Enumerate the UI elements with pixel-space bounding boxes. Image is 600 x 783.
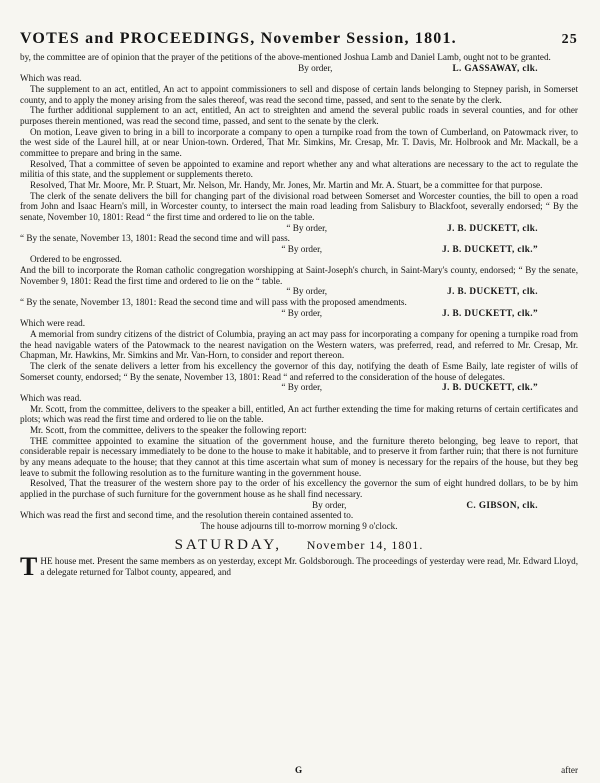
clerk-name: J. B. DUCKETT, clk.: [447, 286, 538, 297]
paragraph: “ By the senate, November 13, 1801: Read the second time and will pass.: [20, 233, 290, 244]
signature-line: [20, 244, 578, 255]
clerk-name: J. B. DUCKETT, clk.”: [442, 243, 538, 254]
by-order: “ By order,: [281, 243, 323, 254]
clerk-name: J. B. DUCKETT, clk.: [447, 222, 538, 233]
by-order: “ By order,: [281, 307, 323, 318]
paragraph: “ By the senate, November 13, 1801: Read the second time and will pass with the proposed amendments.: [20, 297, 407, 308]
paragraph: The supplement to an act, entitled, An act to appoint commissioners to sell and dispose of certain lands belonging to Stepney parish, in Somerset county, and to apply the money arising from the sales thereof, was read the second time, passed, and sent to the senate by the clerk.: [20, 83, 578, 105]
paragraph: Which was read.: [20, 73, 82, 84]
clerk-name: J. B. DUCKETT, clk.”: [442, 307, 538, 318]
drop-cap: T: [20, 552, 38, 582]
paragraph: The further additional supplement to an act, entitled, An act to streighten and amend the several public roads in several counties, and for other purposes therein mentioned, was read the second time, passed, and sent to the senate by the clerk.: [20, 105, 578, 126]
paragraph: Resolved, That Mr. Moore, Mr. P. Stuart, Mr. Nelson, Mr. Handy, Mr. Jones, Mr. Martin and Mr. A. Stuart, be a committee for that purpose.: [30, 179, 543, 190]
paragraph: Mr. Scott, from the committee, delivers to the speaker a bill, entitled, An act further extending the time for making returns of certain certificates and plots; which was read the first time and ordered to lie on the table.: [20, 403, 578, 425]
paragraph: Resolved, That the treasurer of the western shore pay to the order of his excellency the governor the sum of eight hundred dollars, to be by him applied in the purchase of such furniture for the government house as he shall find necessary.: [20, 478, 578, 499]
page-number: 25: [561, 32, 578, 47]
signature-mark: G: [295, 765, 303, 775]
by-order: “ By order,: [281, 382, 323, 393]
paragraph: THE committee appointed to examine the situation of the government house, and the furniture thereto belonging, beg leave to report, that considerable repair is necessary immediately to be done to the house to make it habitable, and to preserve it from farther ruin; that there is not furniture by any means adequate to the house; that they cannot at this time ascertain what sum of money is necessary for the repairs of the house, but they beg leave to submit the following resolution as to the furniture wanting in the government house.: [20, 435, 578, 478]
by-order: “ By order,: [286, 222, 328, 233]
paragraph: And the bill to incorporate the Roman catholic congregation worshipping at Saint-Joseph's church, in Saint-Mary's county, endorsed; “ By the senate, November 9, 1801: Read the first time and ordered to lie on the “ table.: [20, 265, 578, 286]
signature-line: [20, 308, 578, 319]
paragraph: A memorial from sundry citizens of the district of Columbia, praying an act may pass for incorporating a company for opening a turnpike road from the head navigable waters of the Patowmack to the nearest navigation on the Western waters, was preferred, read, and referred to Mr. Cresap, Mr. Chapman, Mr. Hawkins, Mr. Simkins and Mr. Van-Horn, to consider and report thereon.: [20, 329, 578, 361]
by-order: By order,: [312, 499, 347, 510]
paragraph: The clerk of the senate delivers the bill for changing part of the divisional road between Somerset and Worcester counties, the bill to open a road from John and Isaac Hearn's mill, in Worcester county, to intersect the main road leading from Salisbury to Blackfoot, severally endorsed; “ By the senate, November 10, 1801: Read “ the first time and ordered to lie on the table.: [20, 190, 578, 222]
signature-line: [20, 382, 578, 393]
paragraph: Which was read.: [20, 393, 82, 403]
by-order: “ By order,: [286, 286, 328, 297]
paragraph: Mr. Scott, from the committee, delivers to the speaker the following report:: [30, 424, 307, 435]
signature-line: [20, 63, 578, 74]
paragraph: Resolved, That a committee of seven be appointed to examine and report whether any and what alterations are necessary to the act to regulate the militia of this state, and the supplement or supplements thereto.: [20, 158, 578, 180]
body-text: [20, 52, 578, 582]
paragraph: On motion, Leave given to bring in a bill to incorporate a company to open a turnpike road from the town of Cumberland, on Patowmack river, to the west side of the Laurel hill, at or near Union-town. Ordered, That Mr. Simkins, Mr. Cresap, Mr. T. Davis, Mr. Holbrook and Mr. Mackall, be a committee to prepare and bring in the same.: [20, 126, 578, 158]
paragraph: Ordered to be engrossed.: [30, 254, 122, 265]
day-name: SATURDAY,: [174, 536, 283, 553]
day-heading: [20, 536, 578, 553]
paragraph: Which was read the first and second time, and the resolution therein contained assented to.: [20, 510, 354, 521]
by-order: By order,: [298, 62, 333, 73]
running-title: VOTES and PROCEEDINGS, November Session, 1801.: [20, 30, 457, 47]
day-date: November 14, 1801.: [306, 537, 424, 552]
catchword: after: [561, 765, 578, 775]
paragraph: Which were read.: [20, 318, 86, 329]
saturday-paragraph: [20, 552, 578, 582]
saturday-text: HE house met. Present the same members as on yesterday, except Mr. Goldsborough. The proceedings of yesterday were read, Mr. Edward Lloyd, a delegate returned for Talbot county, appeared, and: [40, 556, 578, 577]
paragraph: by, the committee are of opinion that the prayer of the petitions of the above-mentioned Joshua Lamb and Daniel Lamb, ought not to be granted.: [20, 52, 551, 62]
adjournment: The house adjourns till to-morrow morning 9 o'clock.: [200, 520, 398, 531]
clerk-name: C. GIBSON, clk.: [466, 499, 538, 510]
signature-line: [20, 223, 578, 234]
signature-line: [20, 286, 578, 297]
paragraph: The clerk of the senate delivers a letter from his excellency the governor of this day, notifying the death of Esme Baily, late register of wills of Somerset county, endorsed; “ By the senate, November 13, 1801: Read “ and referred to the consideration of the house of delegates.: [20, 361, 578, 382]
clerk-name: L. GASSAWAY, clk.: [452, 62, 538, 73]
signature-line: [20, 500, 578, 511]
page-header: [20, 30, 578, 52]
clerk-name: J. B. DUCKETT, clk.”: [442, 382, 538, 393]
